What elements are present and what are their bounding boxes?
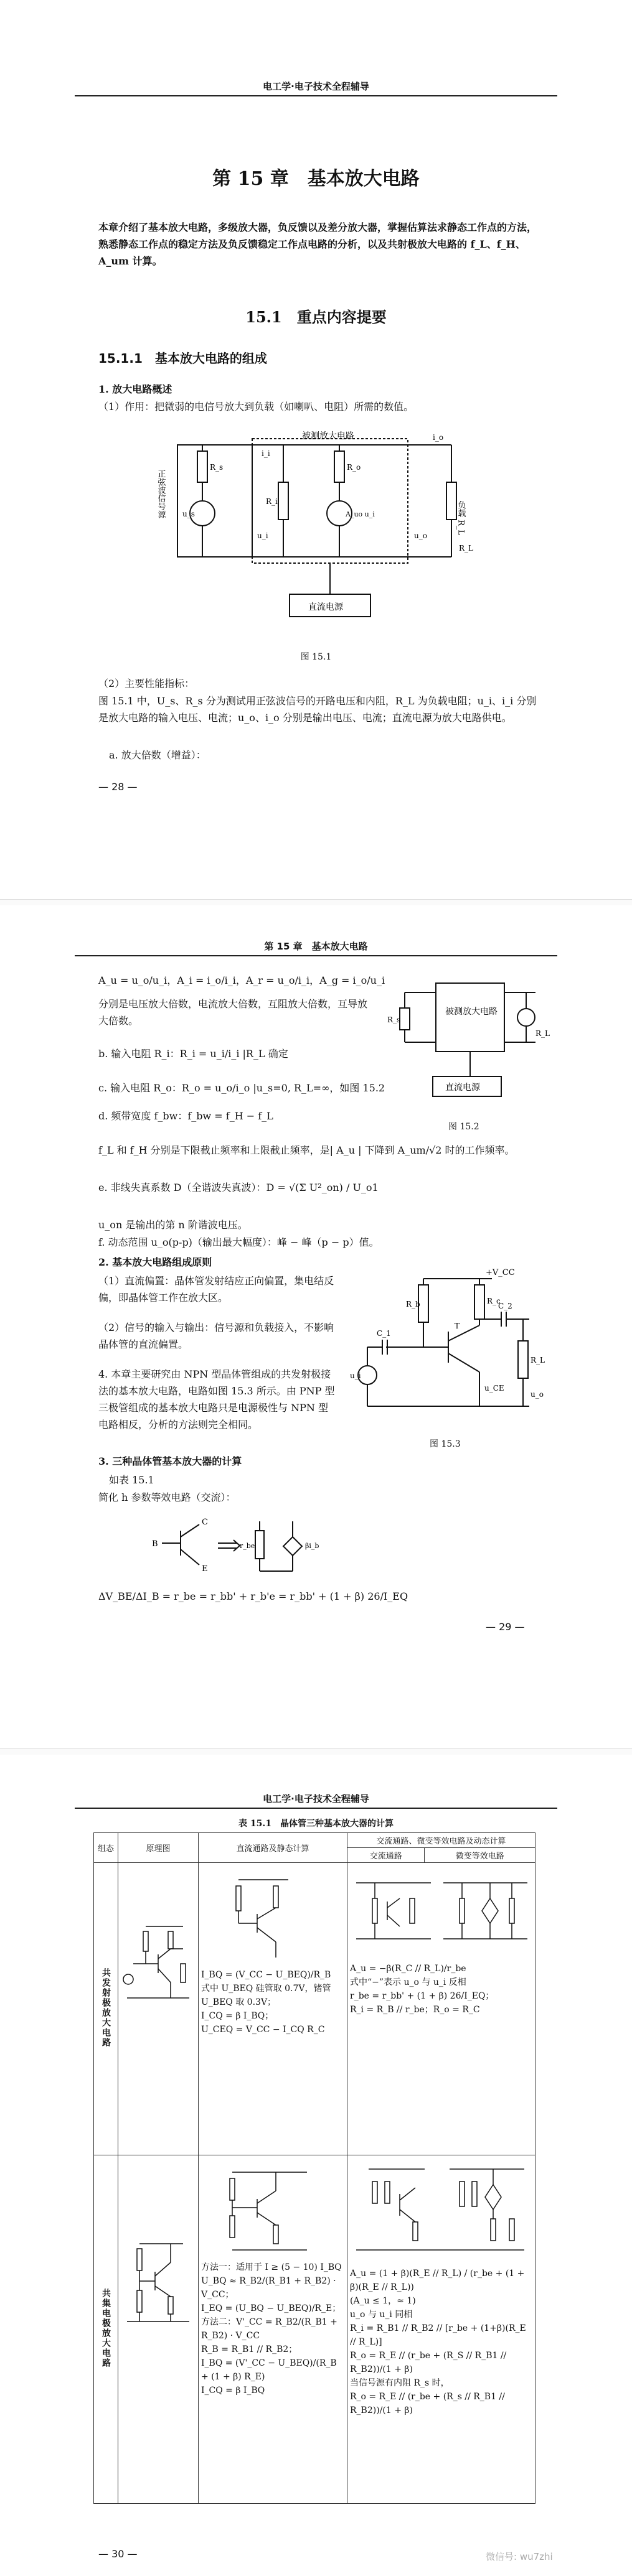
figure-caption: 图 15.1 xyxy=(300,652,332,662)
formula-line: 方法一：适用于 I ≥ (5 − 10) I_BQ xyxy=(201,2262,342,2272)
label-rb: R_b xyxy=(406,1300,420,1309)
formula-line: I_CQ = β I_BQ xyxy=(201,2386,265,2396)
sub-header: 微变等效电路 xyxy=(425,1848,535,1863)
formula-line: A_u = (1 + β)(R_E // R_L) / (r_be + (1 + β)(R_E // R_L)) xyxy=(350,2269,525,2292)
chapter-intro: 本章介绍了基本放大电路，多级放大器，负反馈以及差分放大器，掌握估算法求静态工作点的方法，熟悉静态工作点的稳定方法及负反馈稳定工作点电路的分析，以及共射极放大电路的 f_L、f_H、A_um 计算。 xyxy=(98,222,537,267)
ac-calc-cell xyxy=(347,2155,535,2504)
item-text: 简化 h 参数等效电路（交流）： xyxy=(98,1491,236,1503)
formula-line: R_o = R_E // (r_be + (R_S // R_B1 // R_B2))/(1 + β) xyxy=(350,2351,507,2374)
figure-15-1 xyxy=(156,426,483,638)
amp-label: 被测放大电路 xyxy=(302,431,354,441)
item-text: （2）主要性能指标： xyxy=(98,678,195,689)
item-heading: 1. 放大电路概述 xyxy=(98,383,172,395)
figure-15-3 xyxy=(349,1266,545,1434)
formula-line: A_u = −β(R_C // R_L)/r_be xyxy=(350,1964,466,1974)
section-title: 15.1 重点内容提要 xyxy=(245,308,387,326)
ce-dc-circuit xyxy=(226,1870,301,1964)
page-header: 电工学·电子技术全程辅导 xyxy=(75,1792,557,1809)
label-rl: R_L xyxy=(535,1029,550,1038)
label-ui: u_i xyxy=(257,531,268,540)
formula-line: 式中 U_BEQ 硅管取 0.7V，锗管 U_BEQ 取 0.3V； xyxy=(201,1984,331,2007)
label-rl: R_L xyxy=(531,1356,545,1365)
schematic-cell xyxy=(118,2155,199,2504)
load-label: 负载 R_L xyxy=(456,501,466,536)
item-text: d. 频带宽度 f_bw：f_bw = f_H − f_L xyxy=(98,1110,273,1122)
ce-ac-circuits xyxy=(350,1864,531,1958)
label-ii: i_i xyxy=(262,449,270,458)
label-uce: u_CE xyxy=(484,1384,504,1393)
formula-line: r_be = r_bb' + (1 + β) 26/I_EQ； xyxy=(350,1991,494,2001)
label-rc: R_c xyxy=(487,1297,501,1305)
paragraph: 图 15.1 中，U_s、R_s 分为测试用正弦波信号的开路电压和内阻，R_L 为负载电阻；u_i、i_i 分别是放大电路的输入电压、电流；u_o、i_o 分别是输出电压、电流；直流电源为放大电路供电。 xyxy=(98,695,537,724)
item-text: （1）直流偏置：晶体管发射结应正向偏置，集电结反偏，即晶体管工作在放大区。 xyxy=(98,1275,334,1304)
formula-line: U_BQ ≈ R_B2/(R_B1 + R_B2) · V_CC； xyxy=(201,2276,336,2300)
label-rs: R_s xyxy=(387,1015,401,1024)
amplifier-table xyxy=(93,1832,535,2504)
chapter-title: 第 15 章 基本放大电路 xyxy=(212,168,420,190)
formula-line: U_CEQ = V_CC − I_CQ R_C xyxy=(201,2025,325,2035)
label-rl: R_L xyxy=(459,544,474,553)
table-row xyxy=(94,2155,535,2504)
cc-dc-circuit xyxy=(220,2163,313,2256)
label-e: E xyxy=(202,1564,208,1574)
ce-schematic xyxy=(121,1920,192,2007)
figure-caption: 图 15.2 xyxy=(448,1122,479,1132)
item-text: e. 非线失真系数 D（全谐波失真波）：D = √(Σ U²_on) / U_o1 xyxy=(98,1182,379,1193)
item-text: （2）信号的输入与输出：信号源和负载接入，不影响晶体管的直流偏置。 xyxy=(98,1322,334,1350)
formula-line: R_o = R_E // (r_be + (R_s // R_B1 // R_B2))/(1 + β) xyxy=(350,2392,505,2415)
label-us: u_s xyxy=(182,510,195,518)
col-header: 组态 xyxy=(94,1833,118,1863)
label-c: C xyxy=(202,1518,208,1527)
page-1 xyxy=(0,0,632,899)
schematic-cell xyxy=(118,1863,199,2155)
page-header: 电工学·电子技术全程辅导 xyxy=(75,80,557,96)
table-title: 表 15.1 晶体管三种基本放大器的计算 xyxy=(238,1819,394,1829)
col-header: 原理图 xyxy=(118,1833,199,1863)
page-number: — 28 — xyxy=(98,781,138,793)
formula-line: 当信号源有内阻 R_s 时， xyxy=(350,2378,450,2388)
figure-15-2 xyxy=(386,968,548,1111)
page-3 xyxy=(0,1755,632,2576)
figure-caption: 图 15.3 xyxy=(430,1439,461,1449)
item-text: b. 输入电阻 R_i：R_i = u_i/i_i |R_L 确定 xyxy=(98,1048,288,1060)
page-2 xyxy=(0,905,632,1748)
label-c2: C_2 xyxy=(498,1302,512,1310)
item-heading: 2. 基本放大电路组成原则 xyxy=(98,1256,212,1268)
col-header: 直流通路及静态计算 xyxy=(199,1833,347,1863)
item-text: c. 输入电阻 R_o：R_o = u_o/i_o |u_s=0, R_L=∞，如图 15.2 xyxy=(98,1082,385,1094)
item-text: 如表 15.1 xyxy=(109,1474,154,1486)
watermark: 微信号: wu7zhi xyxy=(486,2551,553,2562)
page-number: — 29 — xyxy=(486,1621,525,1633)
paragraph: f_L 和 f_H 分别是下限截止频率和上限截止频率，是| A_u | 下降到 A_um/√2 时的工作频率。 xyxy=(98,1144,515,1156)
label-auo: A_uo u_i xyxy=(346,510,375,518)
subsection-title: 15.1.1 基本放大电路的组成 xyxy=(98,351,267,366)
row-name: 共发射极放大电路 xyxy=(94,1863,118,2155)
item-text: a. 放大倍数（增益）： xyxy=(109,749,206,761)
formula-line: (A_u ≤ 1，≈ 1) xyxy=(350,2296,416,2306)
formula-line: R_B = R_B1 // R_B2； xyxy=(201,2345,298,2354)
h-param-circuit xyxy=(149,1512,336,1580)
paragraph: 4. 本章主要研究由 NPN 型晶体管组成的共发射极接法的基本放大电路，电路如图 15.3 所示。由 PNP 型三极管组成的基本放大电路只是电源极性与 NPN 型电路相反，分析的方法则完全相同。 xyxy=(98,1368,335,1430)
formula-line: I_CQ = β I_BQ； xyxy=(201,2011,274,2021)
ac-calc-cell xyxy=(347,1863,535,2155)
dc-label: 直流电源 xyxy=(445,1083,480,1093)
label-rs: R_s xyxy=(210,463,224,472)
amp-label: 被测放大电路 xyxy=(445,1007,498,1017)
item-text: （1）作用：把微弱的电信号放大到负载（如喇叭、电阻）所需的数值。 xyxy=(98,401,414,413)
label-ro: R_o xyxy=(347,463,361,472)
rbe-formula: ΔV_BE/ΔI_B = r_be = r_bb' + r_b'e = r_bb' + (1 + β) 26/I_EQ xyxy=(98,1590,408,1602)
row-name: 共集电极放大电路 xyxy=(94,2155,118,2504)
item-text: f. 动态范围 u_o(p-p)（输出最大幅度）：峰 − 峰（p − p）值。 xyxy=(98,1236,379,1248)
cc-schematic xyxy=(121,2238,192,2331)
formula-line: R_i = R_B1 // R_B2 // [r_be + (1+β)(R_E // R_L)] xyxy=(350,2323,526,2347)
label-beta-ib: βi_b xyxy=(305,1542,319,1550)
table-header-row xyxy=(94,1833,535,1848)
page-number: — 30 — xyxy=(98,2548,138,2560)
label-io: i_o xyxy=(433,433,444,442)
table-row xyxy=(94,1863,535,2155)
formula-line: R_i = R_B // r_be；R_o = R_C xyxy=(350,2005,480,2015)
page-header: 第 15 章 基本放大电路 xyxy=(75,940,557,956)
gain-formula: A_u = u_o/u_i，A_i = i_o/i_i，A_r = u_o/i_i，A_g = i_o/u_i xyxy=(98,974,385,986)
paragraph: 分别是电压放大倍数，电流放大倍数，互阻放大倍数，互导放大倍数。 xyxy=(98,998,368,1027)
label-b: B xyxy=(152,1539,158,1549)
item-heading: 3. 三种晶体管基本放大器的计算 xyxy=(98,1455,242,1467)
label-rbe: r_be xyxy=(240,1542,255,1550)
formula-line: I_BQ = (V'_CC − U_BEQ)/(R_B + (1 + β) R_E) xyxy=(201,2358,337,2382)
formula-line: I_BQ = (V_CC − U_BEQ)/R_B xyxy=(201,1970,331,1980)
label-ui: u_i xyxy=(350,1371,361,1380)
label-ri: R_i xyxy=(266,497,278,506)
label-c1: C_1 xyxy=(377,1329,391,1338)
item-text: u_on 是输出的第 n 阶谐波电压。 xyxy=(98,1219,248,1231)
label-uo: u_o xyxy=(414,531,427,540)
formula-line: 式中“−”表示 u_o 与 u_i 反相 xyxy=(350,1977,466,1987)
dc-calc-cell xyxy=(199,1863,347,2155)
formula-line: u_o 与 u_i 同相 xyxy=(350,2310,413,2320)
dc-label: 直流电源 xyxy=(308,602,343,612)
label-t: T xyxy=(455,1322,460,1330)
col-header: 交流通路、微变等效电路及动态计算 xyxy=(347,1833,535,1848)
source-label: 正弦波信号源 xyxy=(156,470,166,518)
formula-line: I_EQ = (U_BQ − U_BEQ)/R_E； xyxy=(201,2303,341,2313)
label-vcc: +V_CC xyxy=(486,1268,515,1277)
formula-line: 方法二：V'_CC = R_B2/(R_B1 + R_B2) · V_CC xyxy=(201,2317,337,2341)
label-uo: u_o xyxy=(531,1390,544,1399)
sub-header: 交流通路 xyxy=(347,1848,425,1863)
dc-calc-cell xyxy=(199,2155,347,2504)
cc-ac-circuits xyxy=(350,2157,531,2262)
